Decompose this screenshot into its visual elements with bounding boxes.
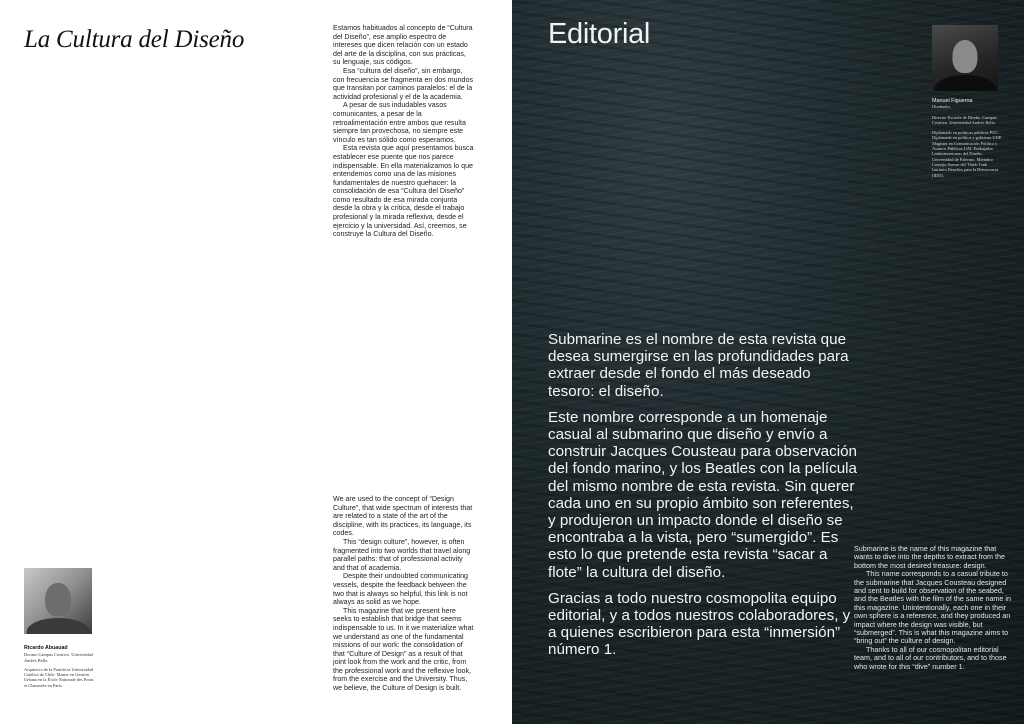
paragraph: Gracias a todo nuestro cosmopolita equipo editorial, y a todos nuestros colaboradores, y a quienes escribieron para esta “inmersión” número 1. xyxy=(548,589,851,659)
right-page-ocean xyxy=(512,0,1024,724)
author-name: Manuel Figueroa xyxy=(932,98,973,104)
paragraph: Este nombre corresponde a un homenaje casual al submarino que diseño y envío a construir Jacques Cousteau para observación del fondo marino, y los Beatles con la película del mismo nombre de esta revista. Sin querer cada uno en su propio ámbito son referentes, y produjeron un impacto donde el diseño se encontraba a la vista, pero “sumergido”. Es esto lo que pretende esta revista “sacar a flote” la cultura del diseño. xyxy=(548,408,857,581)
paragraph: Estamos habituados al concepto de “Cultura del Diseño”, ese amplio espectro de intereses que dicen relación con un estado del arte de la disciplina, con sus prácticas, su lenguaje, sus códigos. xyxy=(333,24,473,67)
paragraph: Esa “cultura del diseño”, sin embargo, con frecuencia se fragmenta en dos mundos que transitan por caminos paralelos: el de la actividad profesional y el de la academia. xyxy=(333,66,473,101)
paragraph: This magazine that we present here seeks to establish that bridge that seems indispensable to us. In it we materialize what we understand as one of the fundamental missions of our work: the consolidation of that “Culture of Design” as a result of that joint look from the work and the critic, from the professional work and the reflexive look, from the exercise and the University. Thus, we believe, the Culture of Design is built. xyxy=(333,606,474,693)
paragraph: Despite their undoubted communicating vessels, despite the feedback between the two that is always so helpful, this link is not always as solid as we hope. xyxy=(333,572,469,607)
portrait-shoulders xyxy=(27,618,90,634)
author-name: Ricardo Abuauad xyxy=(24,645,68,651)
page-title-left: La Cultura del Diseño xyxy=(24,26,245,53)
author-bio-text: Director Escuela de Diseño. Campus Creativo. Universidad Andrés Bello. xyxy=(932,114,997,125)
spanish-text-column xyxy=(333,24,475,239)
portrait-shoulders xyxy=(935,75,996,91)
portrait-face xyxy=(952,40,977,73)
author-photo-right xyxy=(932,25,998,91)
paragraph: A pesar de sus indudables vasos comunicantes, a pesar de la retroalimentación entre ambos que resulta siempre tan provechosa, no siempre este vínculo es tan sólido como esperamos. xyxy=(333,101,466,144)
paragraph: This “design culture”, however, is often fragmented into two worlds that travel along parallel paths: that of professional activity and that of academia. xyxy=(333,537,471,572)
paragraph: Submarine es el nombre de esta revista que desea sumergirse en las profundidades para extraer desde el fondo el más deseado tesoro: el diseño. xyxy=(548,331,849,400)
paragraph: Esta revista que aquí presentamos busca establecer ese puente que nos parece indispensable. En ella materializamos lo que entendemos como una de las misiones fundamentales de nuestro quehacer: la consolidación de esa “Cultura del Diseño” como resultado de esa mirada conjunta desde la obra y la crítica, desde el trabajo profesional y la mirada reflexiva, desde el ejercicio y la universidad. Así, creemos, se construye la Cultura del Diseño. xyxy=(333,144,474,239)
portrait-face xyxy=(45,583,71,616)
author-bio-right xyxy=(932,99,1002,183)
author-role: Diseñador. xyxy=(932,104,951,110)
author-photo-left xyxy=(24,568,92,634)
english-text-column xyxy=(333,495,475,693)
editorial-english-body xyxy=(854,545,1014,671)
author-bio-left xyxy=(24,646,94,688)
page-title-right: Editorial xyxy=(548,18,651,50)
paragraph: This name corresponds to a casual tribute to the submarine that Jacques Cousteau designed and sent to build for observation of the seabed, and the Beatles with the film of the same name in this magazine. Unintentionally, each one in their own sphere is a reference, and they produced an impact where the design was visible, but “submerged”. This is what this magazine aims to “bring out” the culture of design. xyxy=(854,569,1012,646)
paragraph: Thanks to all of our cosmopolitan editorial team, and to all of our contributors, and to those who wrote for this “dive” number 1. xyxy=(854,644,1007,671)
author-bio-text: Arquitecto de la Pontificia Universidad Católica de Chile. Master en Gestión Urbana en la École Nationale des Ponts et Chaussées en París. xyxy=(24,666,94,688)
editorial-spanish-body xyxy=(548,331,858,668)
author-bio-text: Diplomado en políticas públicas PUC. Diplomado en política y gobierno UDP. Magíster en Comunicación Política y Asuntos Públicos UAI. Embajador Latinoamericano del Diseño. Universidad de Palermo. Miembro Consejo Asesor del Think Tank Instituto Desafíos para la Democracia (IDD). xyxy=(932,130,1002,178)
paragraph: We are used to the concept of “Design Culture”, that wide spectrum of interests that are related to a state of the art of the discipline, with its practices, its language, its codes. xyxy=(333,495,473,538)
author-role: Decano Campus Creativo. Universidad Andrés Bello. xyxy=(24,652,93,663)
paragraph: Submarine is the name of this magazine that wants to dive into the depths to extract from the bottom the most desired treasure: design. xyxy=(854,544,1006,570)
